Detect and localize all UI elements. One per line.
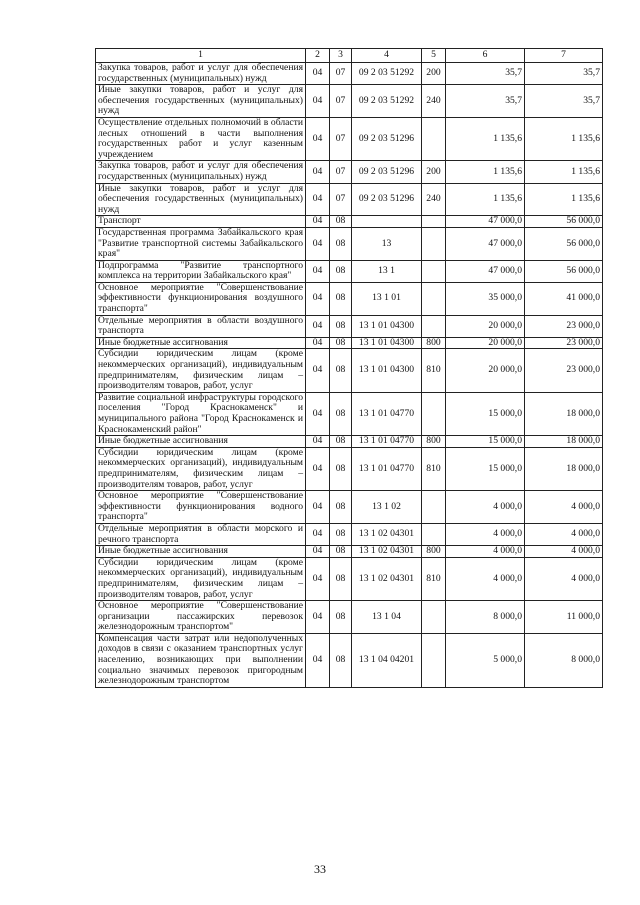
header-col-6: 6 (446, 49, 525, 63)
row-amount-year1: 47 000,0 (446, 260, 525, 282)
row-expense-type (422, 260, 446, 282)
row-expense-type: 810 (422, 349, 446, 392)
row-name: Осуществление отдельных полномочий в области лесных отношений в части выполнения государственных работ и услуг казенным учреждением (96, 117, 306, 160)
row-section: 04 (306, 315, 330, 337)
header-col-2: 2 (306, 49, 330, 63)
row-name: Компенсация части затрат или недополученных доходов в связи с оказанием транспортных услуг населению, возникающих при выполнении социально значимых перевозок пригородным железнодорожным транспортом (96, 633, 306, 687)
row-amount-year1: 1 135,6 (446, 183, 525, 216)
row-name: Иные бюджетные ассигнования (96, 337, 306, 349)
row-subsection: 08 (330, 523, 352, 545)
table-row (96, 633, 603, 687)
row-amount-year2: 1 135,6 (525, 117, 603, 160)
row-section: 04 (306, 633, 330, 687)
row-section: 04 (306, 216, 330, 228)
row-amount-year2: 11 000,0 (525, 601, 603, 634)
row-name: Закупка товаров, работ и услуг для обеспечения государственных (муниципальных) нужд (96, 63, 306, 85)
row-subsection: 08 (330, 546, 352, 558)
row-section: 04 (306, 523, 330, 545)
header-row (96, 49, 603, 63)
row-amount-year1: 15 000,0 (446, 436, 525, 448)
row-section: 04 (306, 447, 330, 490)
row-name: Основное мероприятие "Совершенствование организации пассажирских перевозок железнодорожным транспортом" (96, 601, 306, 634)
row-section: 04 (306, 63, 330, 85)
row-section: 04 (306, 161, 330, 183)
table-row (96, 282, 603, 315)
row-section: 04 (306, 546, 330, 558)
row-amount-year2: 35,7 (525, 85, 603, 118)
table-row (96, 349, 603, 392)
row-expense-type: 240 (422, 183, 446, 216)
row-amount-year1: 1 135,6 (446, 161, 525, 183)
table-row (96, 436, 603, 448)
row-amount-year2: 18 000,0 (525, 392, 603, 435)
row-target-code: 09 2 03 51296 (352, 161, 422, 183)
row-target-code: 13 1 01 04300 (352, 337, 422, 349)
table-row (96, 216, 603, 228)
row-target-code: 13 1 02 04301 (352, 546, 422, 558)
row-name: Субсидии юридическим лицам (кроме некоммерческих организаций), индивидуальным предпринимателям, физическим лицам – производителям товаров, работ, услуг (96, 349, 306, 392)
row-expense-type (422, 633, 446, 687)
row-name: Подпрограмма "Развитие транспортного комплекса на территории Забайкальского края" (96, 260, 306, 282)
row-name: Субсидии юридическим лицам (кроме некоммерческих организаций), индивидуальным предпринимателям, физическим лицам – производителям товаров, работ, услуг (96, 557, 306, 600)
row-expense-type (422, 523, 446, 545)
row-amount-year2: 56 000,0 (525, 260, 603, 282)
row-target-code: 13 (352, 227, 422, 260)
row-name: Транспорт (96, 216, 306, 228)
row-amount-year2: 8 000,0 (525, 633, 603, 687)
table-row (96, 63, 603, 85)
row-amount-year1: 20 000,0 (446, 315, 525, 337)
row-expense-type (422, 392, 446, 435)
table-row (96, 161, 603, 183)
row-section: 04 (306, 85, 330, 118)
row-amount-year2: 23 000,0 (525, 337, 603, 349)
row-expense-type: 240 (422, 85, 446, 118)
row-amount-year1: 15 000,0 (446, 447, 525, 490)
row-expense-type (422, 282, 446, 315)
row-section: 04 (306, 392, 330, 435)
page-number: 33 (314, 862, 326, 876)
row-target-code: 13 1 02 04301 (352, 557, 422, 600)
row-name: Основное мероприятие "Совершенствование эффективности функционирования водного транспорта" (96, 491, 306, 524)
row-expense-type: 800 (422, 337, 446, 349)
row-expense-type: 810 (422, 557, 446, 600)
row-subsection: 08 (330, 315, 352, 337)
row-amount-year1: 47 000,0 (446, 227, 525, 260)
row-expense-type: 800 (422, 436, 446, 448)
row-amount-year2: 35,7 (525, 63, 603, 85)
row-name: Иные закупки товаров, работ и услуг для обеспечения государственных (муниципальных) нужд (96, 85, 306, 118)
row-section: 04 (306, 349, 330, 392)
row-section: 04 (306, 282, 330, 315)
row-subsection: 07 (330, 117, 352, 160)
row-section: 04 (306, 117, 330, 160)
row-subsection: 07 (330, 63, 352, 85)
row-section: 04 (306, 491, 330, 524)
row-amount-year2: 23 000,0 (525, 349, 603, 392)
row-target-code: 13 1 01 04300 (352, 315, 422, 337)
header-col-3: 3 (330, 49, 352, 63)
table-row (96, 557, 603, 600)
row-amount-year2: 1 135,6 (525, 161, 603, 183)
row-amount-year2: 56 000,0 (525, 216, 603, 228)
row-name: Отдельные мероприятия в области воздушного транспорта (96, 315, 306, 337)
row-target-code: 13 1 01 04300 (352, 349, 422, 392)
row-section: 04 (306, 260, 330, 282)
row-amount-year1: 4 000,0 (446, 557, 525, 600)
row-target-code: 13 1 01 04770 (352, 392, 422, 435)
row-target-code: 09 2 03 51296 (352, 117, 422, 160)
row-amount-year2: 4 000,0 (525, 557, 603, 600)
row-amount-year1: 20 000,0 (446, 349, 525, 392)
row-subsection: 08 (330, 260, 352, 282)
row-target-code: 13 1 04 04201 (352, 633, 422, 687)
row-amount-year1: 8 000,0 (446, 601, 525, 634)
row-target-code: 13 1 01 (352, 282, 422, 315)
row-amount-year2: 56 000,0 (525, 227, 603, 260)
header-col-5: 5 (422, 49, 446, 63)
table-row (96, 117, 603, 160)
row-expense-type (422, 216, 446, 228)
table-row (96, 392, 603, 435)
row-amount-year1: 4 000,0 (446, 546, 525, 558)
table-row (96, 260, 603, 282)
table-row (96, 315, 603, 337)
row-amount-year2: 23 000,0 (525, 315, 603, 337)
table-row (96, 491, 603, 524)
row-name: Основное мероприятие "Совершенствование эффективности функционирования воздушного транспорта" (96, 282, 306, 315)
row-amount-year2: 4 000,0 (525, 546, 603, 558)
row-amount-year2: 1 135,6 (525, 183, 603, 216)
row-amount-year1: 5 000,0 (446, 633, 525, 687)
row-name: Закупка товаров, работ и услуг для обеспечения государственных (муниципальных) нужд (96, 161, 306, 183)
row-expense-type (422, 117, 446, 160)
row-subsection: 08 (330, 282, 352, 315)
row-amount-year2: 18 000,0 (525, 447, 603, 490)
row-amount-year2: 4 000,0 (525, 523, 603, 545)
row-subsection: 08 (330, 447, 352, 490)
table-row (96, 337, 603, 349)
row-name: Отдельные мероприятия в области морского и речного транспорта (96, 523, 306, 545)
row-target-code: 13 1 01 04770 (352, 436, 422, 448)
row-subsection: 08 (330, 337, 352, 349)
header-col-7: 7 (525, 49, 603, 63)
row-amount-year2: 41 000,0 (525, 282, 603, 315)
row-expense-type (422, 601, 446, 634)
row-subsection: 08 (330, 349, 352, 392)
row-name: Государственная программа Забайкальского края "Развитие транспортной системы Забайкальского края" (96, 227, 306, 260)
row-name: Иные бюджетные ассигнования (96, 436, 306, 448)
row-amount-year1: 1 135,6 (446, 117, 525, 160)
row-expense-type (422, 491, 446, 524)
row-amount-year1: 35,7 (446, 85, 525, 118)
row-amount-year1: 15 000,0 (446, 392, 525, 435)
row-target-code: 09 2 03 51296 (352, 183, 422, 216)
row-amount-year1: 47 000,0 (446, 216, 525, 228)
row-name: Субсидии юридическим лицам (кроме некоммерческих организаций), индивидуальным предпринимателям, физическим лицам – производителям товаров, работ, услуг (96, 447, 306, 490)
row-subsection: 08 (330, 633, 352, 687)
table-row (96, 227, 603, 260)
row-target-code: 09 2 03 51292 (352, 85, 422, 118)
row-subsection: 08 (330, 227, 352, 260)
row-section: 04 (306, 183, 330, 216)
row-amount-year2: 4 000,0 (525, 491, 603, 524)
table-row (96, 183, 603, 216)
row-subsection: 08 (330, 491, 352, 524)
row-expense-type: 200 (422, 63, 446, 85)
row-amount-year1: 35 000,0 (446, 282, 525, 315)
row-section: 04 (306, 337, 330, 349)
row-expense-type (422, 315, 446, 337)
budget-table (95, 48, 603, 688)
header-col-4: 4 (352, 49, 422, 63)
row-target-code: 13 1 02 (352, 491, 422, 524)
row-amount-year1: 20 000,0 (446, 337, 525, 349)
table-row (96, 85, 603, 118)
row-name: Иные бюджетные ассигнования (96, 546, 306, 558)
row-subsection: 08 (330, 557, 352, 600)
row-subsection: 07 (330, 183, 352, 216)
table-row (96, 447, 603, 490)
row-amount-year1: 4 000,0 (446, 491, 525, 524)
row-expense-type: 800 (422, 546, 446, 558)
row-subsection: 07 (330, 85, 352, 118)
table-row (96, 546, 603, 558)
row-subsection: 08 (330, 436, 352, 448)
row-section: 04 (306, 436, 330, 448)
row-subsection: 07 (330, 161, 352, 183)
row-amount-year1: 4 000,0 (446, 523, 525, 545)
row-section: 04 (306, 557, 330, 600)
header-col-1: 1 (96, 49, 306, 63)
row-target-code: 13 1 04 (352, 601, 422, 634)
row-target-code (352, 216, 422, 228)
row-amount-year1: 35,7 (446, 63, 525, 85)
row-target-code: 09 2 03 51292 (352, 63, 422, 85)
row-section: 04 (306, 601, 330, 634)
row-target-code: 13 1 02 04301 (352, 523, 422, 545)
table-row (96, 601, 603, 634)
row-section: 04 (306, 227, 330, 260)
row-name: Иные закупки товаров, работ и услуг для обеспечения государственных (муниципальных) нужд (96, 183, 306, 216)
row-amount-year2: 18 000,0 (525, 436, 603, 448)
row-subsection: 08 (330, 392, 352, 435)
row-expense-type: 200 (422, 161, 446, 183)
table-row (96, 523, 603, 545)
row-target-code: 13 1 (352, 260, 422, 282)
row-expense-type: 810 (422, 447, 446, 490)
row-subsection: 08 (330, 216, 352, 228)
row-name: Развитие социальной инфраструктуры городского поселения "Город Краснокаменск" и муниципального района "Город Краснокаменск и Краснокаменский район" (96, 392, 306, 435)
row-expense-type (422, 227, 446, 260)
row-subsection: 08 (330, 601, 352, 634)
row-target-code: 13 1 01 04770 (352, 447, 422, 490)
